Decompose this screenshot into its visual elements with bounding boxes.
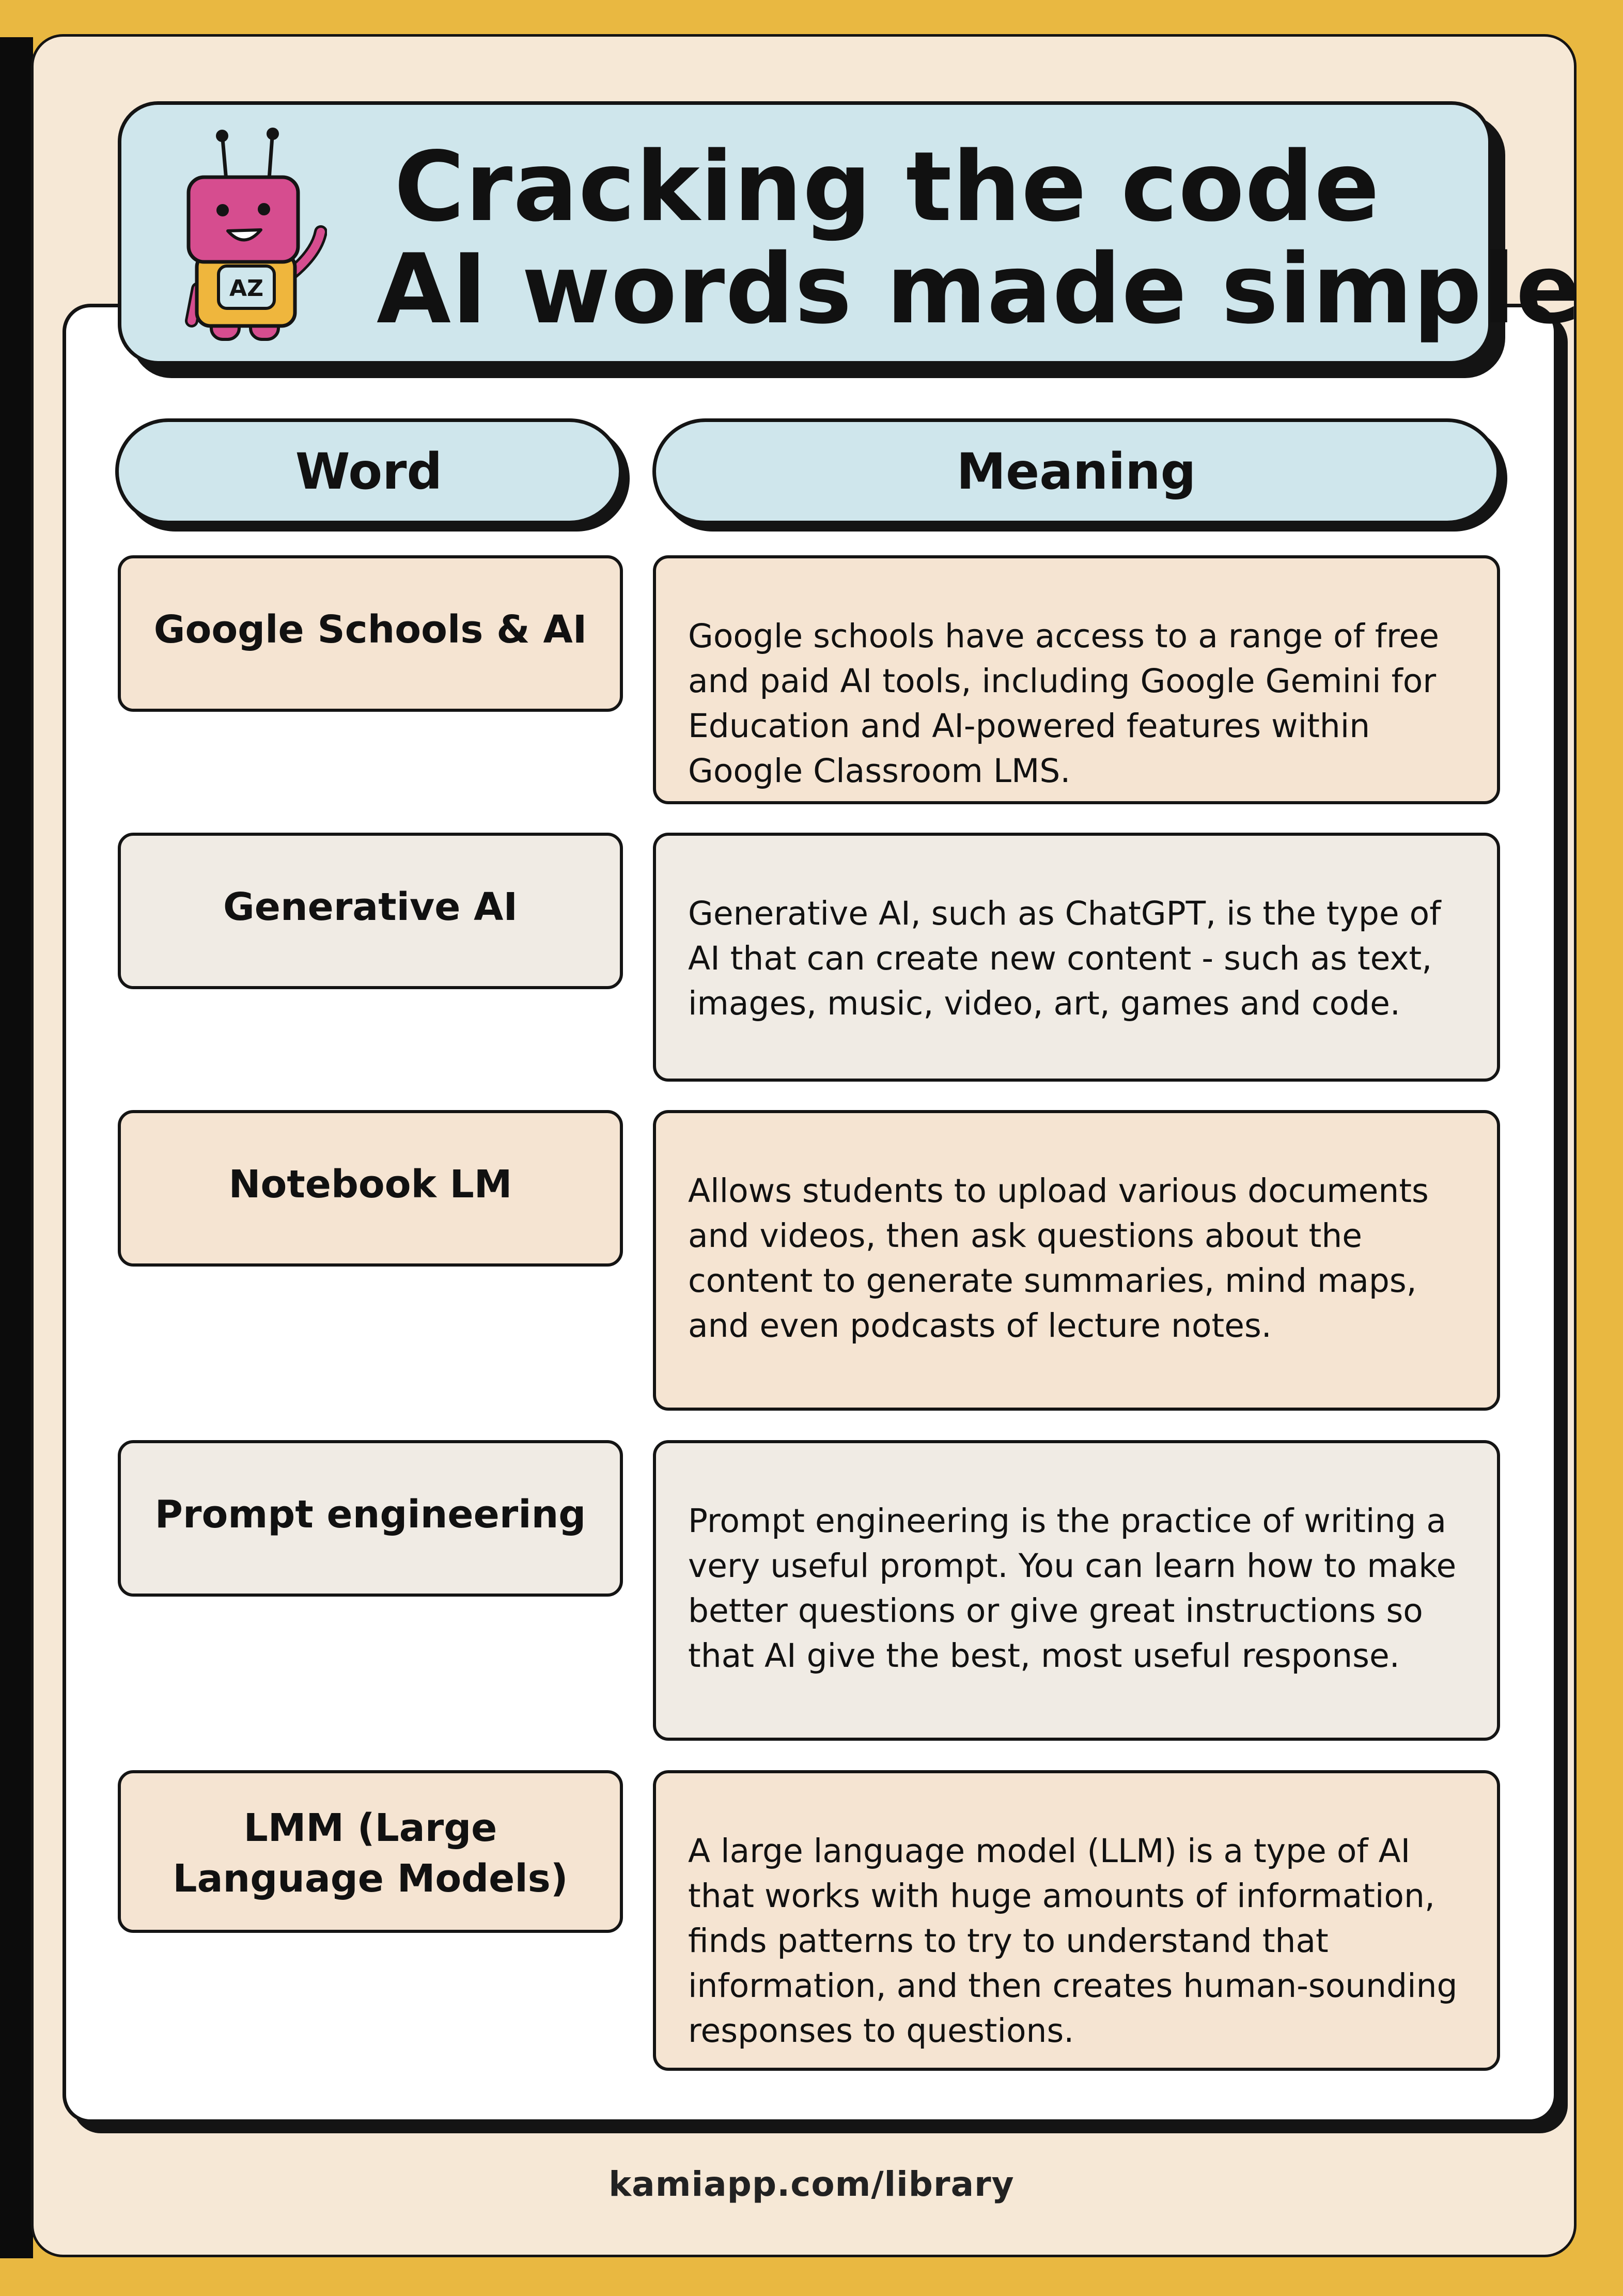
meaning-cell: Prompt engineering is the practice of writing a very useful prompt. You can learn how to make better questions or give great instructions so that AI give the best, most useful response. [653,1440,1500,1741]
title-line-1: Cracking the code [394,131,1380,243]
title-banner [118,101,1582,365]
footer-url: kamiapp.com/library [608,2164,1015,2204]
word-cell: Google Schools & AI [118,555,623,712]
meaning-cell: Google schools have access to a range of free and paid AI tools, including Google Gemini for Education and AI-powered features within Google Classroom LMS. [653,555,1500,804]
word-cell: Generative AI [118,833,623,989]
word-cell: LMM (Large Language Models) [118,1770,623,1933]
meaning-cell: Allows students to upload various documents and videos, then ask questions about the content to generate summaries, mind maps, and even podcasts of lecture notes. [653,1110,1500,1411]
title-line-2: AI words made simple [377,233,1582,345]
svg-text:AZ: AZ [229,275,263,302]
column-header-meaning: Meaning [652,418,1500,524]
column-header-word: Word [115,418,622,524]
word-cell: Prompt engineering [118,1440,623,1597]
binding-strip [0,37,33,2258]
meaning-cell: Generative AI, such as ChatGPT, is the type of AI that can create new content - such as text, images, music, video, art, games and code. [653,833,1500,1082]
robot-mascot-icon [162,118,327,346]
meaning-cell: A large language model (LLM) is a type of AI that works with huge amounts of information, finds patterns to try to understand that information, and then creates human-sounding responses to questions. [653,1770,1500,2071]
word-cell: Notebook LM [118,1110,623,1267]
